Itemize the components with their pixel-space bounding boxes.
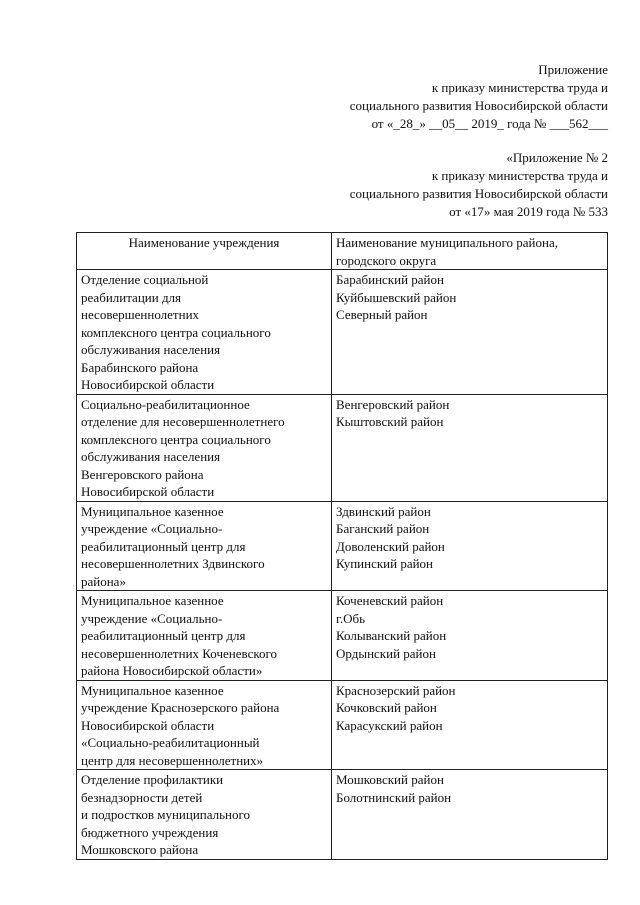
header-institution: Наименование учреждения	[77, 233, 332, 270]
table-row	[77, 591, 608, 681]
institution-line: «Социально-реабилитационный	[81, 735, 260, 750]
institution-line: несовершеннолетних Здвинского	[81, 556, 265, 571]
district-name: Северный район	[336, 307, 428, 322]
institution-line: несовершеннолетних	[81, 307, 200, 322]
institution-line: обслуживания населения	[81, 449, 221, 464]
district-name: Баганский район	[336, 521, 430, 536]
appendix-ministry-line: социального развития Новосибирской области	[349, 98, 608, 113]
appendix-header	[350, 61, 608, 133]
appendix2-ministry-line: социального развития Новосибирской области	[349, 186, 608, 201]
header-district-line: Наименование муниципального района,	[336, 235, 558, 250]
institution-line: Новосибирской области	[81, 484, 215, 499]
institution-line: бюджетного учреждения	[81, 824, 219, 840]
institution-line: обслуживания населения	[81, 342, 221, 357]
district-name: Карасукский район	[336, 717, 443, 733]
institution-cell	[77, 270, 332, 395]
institution-line: Отделение профилактики	[81, 772, 224, 787]
institution-line: несовершеннолетних Коченевского	[81, 645, 277, 661]
district-name: Барабинский район	[336, 272, 444, 287]
institution-line: Венгеровского района	[81, 466, 204, 482]
district-name: Мошковский район	[336, 772, 444, 787]
institution-line: Барабинского района	[81, 359, 199, 375]
institution-line: и подростков муниципального	[81, 807, 250, 822]
institution-line: района Новосибирской области»	[81, 663, 263, 678]
appendix-title: Приложение	[538, 62, 608, 77]
table-row	[77, 394, 608, 501]
district-cell	[332, 770, 608, 860]
institution-line: реабилитационный центр для	[81, 628, 246, 643]
district-name: Здвинский район	[336, 503, 431, 519]
table-body	[77, 270, 608, 860]
district-name: Ордынский район	[336, 645, 436, 661]
institution-line: Муниципальное казенное	[81, 503, 224, 519]
institution-line: учреждение «Социально-	[81, 610, 223, 626]
appendix-order-line: к приказу министерства труда и	[431, 80, 608, 95]
institution-line: отделение для несовершеннолетнего	[81, 414, 285, 429]
table-row	[77, 770, 608, 860]
district-cell	[332, 501, 608, 591]
institution-line: реабилитации для	[81, 289, 182, 305]
institution-line: учреждение «Социально-	[81, 521, 223, 536]
district-name: Болотнинский район	[336, 789, 452, 805]
appendix-date-number: от «_28_» __05__ 2019_ года № ___562___	[371, 116, 608, 131]
district-cell	[332, 394, 608, 501]
district-name: Купинский район	[336, 556, 433, 571]
institution-line: района»	[81, 573, 126, 589]
institution-cell	[77, 394, 332, 501]
institution-cell	[77, 680, 332, 770]
district-name: Краснозерский район	[336, 682, 456, 698]
district-name: Доволенский район	[336, 538, 445, 554]
appendix2-date-number: от «17» мая 2019 года № 533	[449, 204, 608, 219]
appendix2-header	[350, 149, 608, 221]
district-name: Коченевский район	[336, 593, 444, 608]
table-row	[77, 501, 608, 591]
district-name: Колыванский район	[336, 628, 447, 643]
institution-line: Мошковского района	[81, 842, 199, 857]
institution-line: Новосибирской области	[81, 377, 215, 392]
institution-line: Новосибирской области	[81, 717, 215, 733]
district-name: г.Обь	[336, 610, 366, 626]
institution-line: комплексного центра социального	[81, 324, 271, 340]
institution-line: Отделение социальной	[81, 272, 209, 287]
institution-cell	[77, 501, 332, 591]
institution-cell	[77, 770, 332, 860]
institution-line: комплексного центра социального	[81, 431, 271, 447]
institution-line: центр для несовершеннолетних»	[81, 752, 264, 768]
district-cell	[332, 680, 608, 770]
table-header-row	[77, 233, 608, 270]
institution-line: реабилитационный центр для	[81, 538, 246, 554]
institution-line: Муниципальное казенное	[81, 682, 224, 698]
appendix2-order-line: к приказу министерства труда и	[431, 168, 608, 183]
district-name: Кыштовский район	[336, 414, 444, 429]
district-cell	[332, 270, 608, 395]
header-district	[332, 233, 608, 270]
table-row	[77, 270, 608, 395]
institution-line: Социально-реабилитационное	[81, 396, 250, 412]
institution-cell	[77, 591, 332, 681]
institution-line: Муниципальное казенное	[81, 593, 224, 608]
district-cell	[332, 591, 608, 681]
appendix2-title: «Приложение № 2	[506, 150, 608, 165]
institutions-table	[76, 232, 608, 860]
institution-line: безнадзорности детей	[81, 789, 203, 805]
institution-line: учреждение Краснозерского района	[81, 700, 280, 715]
district-name: Кочковский район	[336, 700, 437, 715]
district-name: Венгеровский район	[336, 396, 450, 412]
table-row	[77, 680, 608, 770]
header-district-line: городского округа	[336, 252, 437, 268]
district-name: Куйбышевский район	[336, 289, 457, 305]
